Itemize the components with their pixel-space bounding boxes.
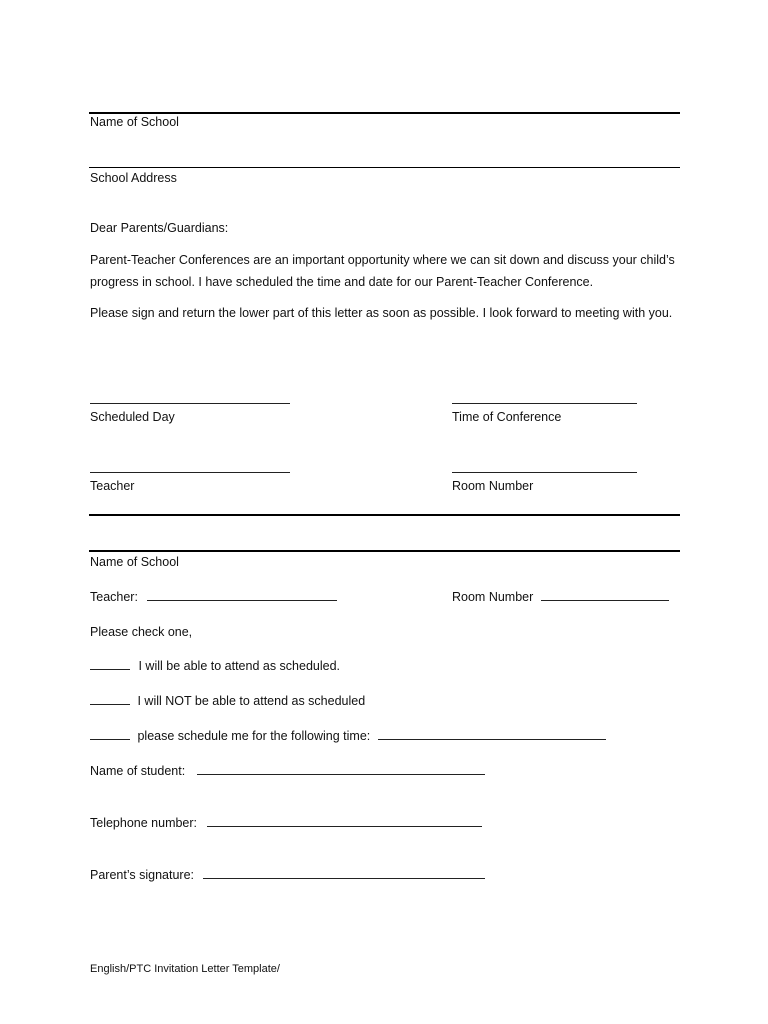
scheduled-day-blank[interactable] <box>90 403 290 404</box>
footer-text: English/PTC Invitation Letter Template/ <box>90 963 280 975</box>
reply-teacher-row <box>90 589 337 605</box>
greeting: Dear Parents/Guardians: <box>90 221 229 235</box>
option-reschedule-check-blank[interactable] <box>90 728 130 740</box>
school-address-label: School Address <box>90 171 177 185</box>
check-one-text: Please check one, <box>90 625 193 639</box>
student-name-row <box>90 763 485 779</box>
reply-teacher-label: Teacher: <box>90 590 138 604</box>
time-of-conference-label: Time of Conference <box>452 410 562 424</box>
signature-label: Parent’s signature: <box>90 868 194 882</box>
time-of-conference-blank[interactable] <box>452 403 637 404</box>
option-attend-row <box>90 658 340 674</box>
letter-paragraph-2: Please sign and return the lower part of this letter as soon as possible. I look forward to meeting with you. <box>90 306 673 320</box>
school-name-label: Name of School <box>90 115 179 129</box>
option-attend-text: I will be able to attend as scheduled. <box>138 659 341 673</box>
telephone-blank[interactable] <box>207 815 482 827</box>
reply-room-number-label: Room Number <box>452 590 534 604</box>
option-reschedule-row <box>90 728 606 744</box>
telephone-label: Telephone number: <box>90 816 198 830</box>
school-name-rule <box>89 167 680 168</box>
option-not-attend-check-blank[interactable] <box>90 693 130 705</box>
reply-teacher-blank[interactable] <box>147 589 337 601</box>
scheduled-day-label: Scheduled Day <box>90 410 175 424</box>
option-attend-check-blank[interactable] <box>90 658 130 670</box>
signature-blank[interactable] <box>203 867 485 879</box>
teacher-blank[interactable] <box>90 472 290 473</box>
option-not-attend-text: I will NOT be able to attend as scheduled <box>137 694 366 708</box>
option-not-attend-row <box>90 693 365 709</box>
student-name-label: Name of student: <box>90 764 186 778</box>
reply-room-row <box>452 589 669 605</box>
room-number-blank[interactable] <box>452 472 637 473</box>
reschedule-time-blank[interactable] <box>378 728 606 740</box>
teacher-label: Teacher <box>90 479 135 493</box>
divider-rule <box>89 514 680 516</box>
option-reschedule-text: please schedule me for the following time: <box>137 729 371 743</box>
letter-paragraph-1: Parent-Teacher Conferences are an important opportunity where we can sit down and discuss your child’s progress in school. I have scheduled the time and date for our Parent-Teacher Conference. <box>90 253 675 289</box>
room-number-label: Room Number <box>452 479 534 493</box>
reply-top-rule <box>89 550 680 552</box>
telephone-row <box>90 815 482 831</box>
reply-room-number-blank[interactable] <box>541 589 669 601</box>
reply-school-name-label: Name of School <box>90 555 179 569</box>
student-name-blank[interactable] <box>197 763 485 775</box>
signature-row <box>90 867 485 883</box>
